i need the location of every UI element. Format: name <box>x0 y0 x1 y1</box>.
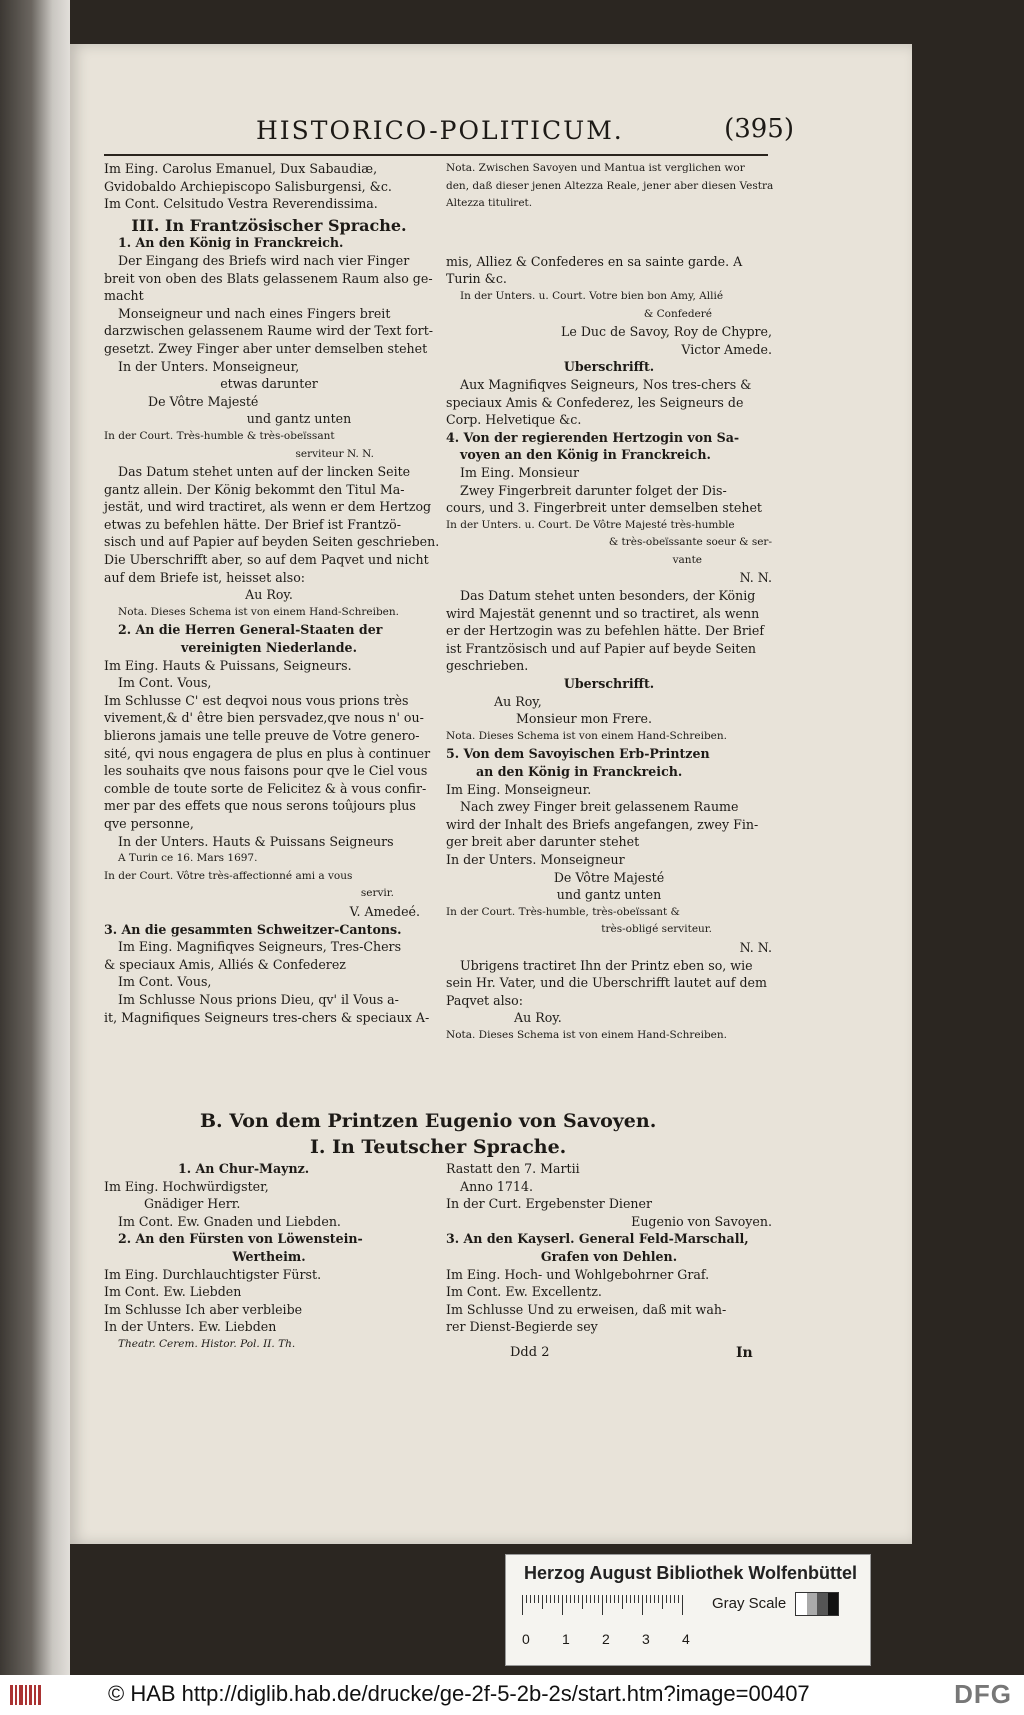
text-line: Corp. Helvetique &c. <box>446 412 582 428</box>
scale-tick <box>626 1595 627 1603</box>
text-line: gantz allein. Der König bekommt den Titul Ma- <box>104 481 405 497</box>
note-line: Nota. Dieses Schema ist von einem Hand-Schreiben. <box>446 729 727 742</box>
text-line: macht <box>104 288 144 304</box>
scale-tick <box>562 1595 563 1615</box>
text-line: In der Unters. Ew. Liebden <box>104 1319 277 1335</box>
text-line: er der Hertzogin was zu befehlen hätte. Der Brief <box>446 623 764 639</box>
barcode-icon <box>8 1681 44 1709</box>
subheading: 2. An den Fürsten von Löwenstein- <box>118 1231 363 1247</box>
note-line: den, daß dieser jenen Altezza Reale, jener aber diesen Vestra <box>446 179 774 192</box>
scale-tick <box>522 1595 523 1615</box>
scale-tick <box>614 1595 615 1603</box>
text-line: etwas darunter <box>220 376 318 392</box>
text-line: Das Datum stehet unten besonders, der König <box>460 588 756 604</box>
footer-bar <box>0 1675 1024 1715</box>
text-line: Der Eingang des Briefs wird nach vier Finger <box>118 252 410 268</box>
scale-number: 4 <box>682 1631 690 1647</box>
text-line: Anno 1714. <box>460 1178 533 1194</box>
text-line: Im Schlusse C' est deqvoi nous vous prions très <box>104 692 409 708</box>
text-line: Die Uberschrifft aber, so auf dem Paqvet und nicht <box>104 552 429 568</box>
color-calibration-card <box>506 1555 870 1665</box>
text-line: Im Eing. Magnifiqves Seigneurs, Tres-Chers <box>118 939 402 955</box>
text-line: Im Eing. Hauts & Puissans, Seigneurs. <box>104 657 352 673</box>
running-title: HISTORICO-POLITICUM. <box>256 116 624 145</box>
scale-tick <box>630 1595 631 1603</box>
text-line: Im Cont. Ew. Gnaden und Liebden. <box>118 1213 341 1229</box>
scale-number: 1 <box>562 1631 570 1647</box>
text-line: Im Eing. Carolus Emanuel, Dux Sabaudiæ, <box>104 161 378 176</box>
text-line: Ubrigens tractiret Ihn der Printz eben so, wie <box>460 957 753 973</box>
section-heading: III. In Frantzösischer Sprache. <box>131 215 407 235</box>
text-line: In der Unters. u. Court. De Vôtre Majesté très-humble <box>446 518 735 531</box>
text-line: Aux Magnifiqves Seigneurs, Nos tres-chers & <box>460 376 752 392</box>
text-line: comble de toute sorte de Felicitez & à vous confir- <box>104 780 427 796</box>
scale-tick <box>534 1595 535 1603</box>
text-line: De Vôtre Majesté <box>148 393 259 409</box>
text-line: Im Eing. Hoch- und Wohlgebohrner Graf. <box>446 1266 710 1282</box>
scale-tick <box>582 1595 583 1609</box>
text-line: In der Curt. Ergebenster Diener <box>446 1196 652 1212</box>
copyright-url[interactable]: © HAB http://diglib.hab.de/drucke/ge-2f-5-2b-2s/start.htm?image=00407 <box>108 1681 810 1706</box>
subheading: 2. An die Herren General-Staaten der <box>118 622 383 638</box>
scale-tick <box>622 1595 623 1609</box>
note-line: Nota. Zwischen Savoyen und Mantua ist verglichen wor <box>446 162 745 174</box>
section-heading-i: I. In Teutscher Sprache. <box>310 1136 567 1158</box>
text-line: Au Roy, <box>494 693 542 709</box>
subheading: 3. An den Kayserl. General Feld-Marschall, <box>446 1231 749 1247</box>
subheading: voyen an den König in Franckreich. <box>460 447 711 463</box>
scale-tick <box>638 1595 639 1603</box>
text-line: Im Schlusse Ich aber verbleibe <box>104 1301 303 1317</box>
text-line: In der Unters. Hauts & Puissans Seigneurs <box>118 833 394 849</box>
scale-tick <box>634 1595 635 1603</box>
text-line: Im Schlusse Und zu erweisen, daß mit wah- <box>446 1301 727 1317</box>
subheading: Grafen von Dehlen. <box>540 1248 678 1264</box>
text-line: In der Unters. Monseigneur, <box>118 358 300 374</box>
scale-tick <box>646 1595 647 1603</box>
text-line: Nach zwey Finger breit gelassenem Raume <box>460 799 739 815</box>
scale-tick <box>554 1595 555 1603</box>
signature-mark: Ddd 2 <box>510 1345 550 1360</box>
text-line: blierons jamais une telle preuve de Votre genero- <box>104 728 420 743</box>
text-line: it, Magnifiques Seigneurs tres-chers & speciaux A- <box>104 1009 430 1025</box>
text-line: Monsieur mon Frere. <box>516 711 652 727</box>
text-line: geschrieben. <box>446 658 529 674</box>
scale-tick <box>598 1595 599 1603</box>
scale-tick <box>558 1595 559 1603</box>
scale-tick <box>546 1595 547 1603</box>
text-line: Gvidobaldo Archiepiscopo Salisburgensi, &c. <box>104 178 392 194</box>
scale-tick <box>654 1595 655 1603</box>
text-line: In der Unters. Monseigneur <box>446 851 625 867</box>
date-line: A Turin ce 16. Mars 1697. <box>118 852 258 865</box>
left-column <box>104 160 440 1026</box>
text-line: etwas zu befehlen hätte. Der Brief ist Frantzö- <box>104 516 402 532</box>
gray-scale-swatches <box>796 1593 838 1615</box>
scale-number: 0 <box>522 1631 530 1647</box>
dfg-logo: DFG <box>954 1679 1012 1709</box>
subheading: 1. An den König in Franckreich. <box>118 235 344 251</box>
text-line: wird Majestät genennt und so tractiret, als wenn <box>446 605 760 621</box>
signature-line: Eugenio von Savoyen. <box>631 1213 772 1229</box>
subheading: Uberschrifft. <box>563 359 655 375</box>
scale-tick <box>682 1595 683 1615</box>
text-line: gesetzt. Zwey Finger aber unter demselben stehet <box>104 340 428 356</box>
subheading: 4. Von der regierenden Hertzogin von Sa- <box>446 429 740 445</box>
text-line: In der Court. Très-humble, très-obeïssant & <box>446 905 680 918</box>
scale-tick <box>678 1595 679 1603</box>
scale-tick <box>662 1595 663 1609</box>
text-line: Im Cont. Vous, <box>118 675 212 691</box>
scale-number: 2 <box>602 1631 610 1647</box>
text-line: Rastatt den 7. Martii <box>446 1161 580 1176</box>
scale-tick <box>542 1595 543 1609</box>
page-number: (395) <box>724 114 794 144</box>
scale-tick <box>666 1595 667 1603</box>
text-line: vivement,& d' être bien persvadez,qve nous n' ou- <box>104 710 424 726</box>
text-line: Im Cont. Ew. Excellentz. <box>446 1284 602 1300</box>
text-line: Gnädiger Herr. <box>144 1196 241 1212</box>
note-line: Nota. Dieses Schema ist von einem Hand-Schreiben. <box>118 605 399 618</box>
book-spine-area <box>0 0 70 1675</box>
text-line: Das Datum stehet unten auf der lincken Seite <box>118 464 411 480</box>
scale-tick <box>594 1595 595 1603</box>
text-line: vante <box>672 553 702 566</box>
scale-tick <box>602 1595 603 1615</box>
text-line: wird der Inhalt des Briefs angefangen, zwey Fin- <box>446 816 759 832</box>
text-line: serviteur N. N. <box>295 447 374 460</box>
text-line: mer par des effets que nous serons toûjours plus <box>104 798 416 814</box>
footer-reference: Theatr. Cerem. Histor. Pol. II. Th. <box>118 1337 296 1350</box>
text-line: sisch und auf Papier auf beyden Seiten geschrieben. <box>104 534 440 550</box>
subheading: 5. Von dem Savoyischen Erb-Printzen <box>446 746 710 762</box>
text-line: Im Cont. Ew. Liebden <box>104 1284 242 1300</box>
catchword: In <box>736 1345 753 1361</box>
text-line: Im Eing. Monseigneur. <box>446 781 592 797</box>
subheading: Uberschrifft. <box>563 676 655 692</box>
right-column-lower <box>446 1160 772 1336</box>
scale-tick <box>550 1595 551 1603</box>
text-line: Paqvet also: <box>446 992 523 1008</box>
text-line: In der Court. Très-humble & très-obeïssant <box>104 429 335 442</box>
scale-number: 3 <box>642 1631 650 1647</box>
text-line: und gantz unten <box>246 411 352 427</box>
scale-tick <box>610 1595 611 1603</box>
gray-swatch <box>796 1593 807 1615</box>
text-line: ger breit aber darunter stehet <box>446 834 640 850</box>
scale-tick <box>530 1595 531 1603</box>
section-heading-b: B. Von dem Printzen Eugenio von Savoyen. <box>200 1110 657 1132</box>
signature-line: V. Amedeé. <box>349 903 420 919</box>
scale-tick <box>566 1595 567 1603</box>
text-line: cours, und 3. Fingerbreit unter demselben stehet <box>446 500 762 516</box>
scale-tick <box>674 1595 675 1603</box>
text-line: Im Schlusse Nous prions Dieu, qv' il Vous a- <box>118 991 399 1007</box>
text-line: & Confederé <box>643 307 712 320</box>
text-line: auf dem Briefe ist, heisset also: <box>104 569 306 585</box>
gray-swatch <box>807 1593 818 1615</box>
gray-swatch <box>828 1593 839 1615</box>
text-line: les souhaits qve nous faisons pour qve le Ciel vous <box>104 763 428 779</box>
subheading: 3. An die gesammten Schweitzer-Cantons. <box>104 921 402 937</box>
scale-tick <box>526 1595 527 1603</box>
scale-tick <box>618 1595 619 1603</box>
text-line: qve personne, <box>104 815 194 831</box>
note-line: Altezza tituliret. <box>446 197 533 210</box>
text-line: sein Hr. Vater, und die Uberschrifft lautet auf dem <box>446 975 767 991</box>
text-line: darzwischen gelassenem Raume wird der Text fort- <box>104 323 434 339</box>
text-line: & très-obeïssante soeur & ser- <box>608 536 772 549</box>
signature-line: N. N. <box>739 939 772 955</box>
scale-tick <box>586 1595 587 1603</box>
signature-line: Victor Amede. <box>681 341 772 357</box>
text-line: In der Unters. u. Court. Votre bien bon Amy, Allié <box>460 289 724 302</box>
text-line: Au Roy. <box>245 587 293 603</box>
text-line: servir. <box>360 887 394 900</box>
text-line: jestät, und wird tractiret, als wenn er dem Hertzog <box>104 499 432 515</box>
text-line: und gantz unten <box>556 887 662 903</box>
text-line: De Vôtre Majesté <box>553 869 665 885</box>
text-line: très-obligé serviteur. <box>601 923 712 936</box>
text-line: Im Eing. Durchlauchtigster Fürst. <box>104 1266 322 1282</box>
scale-tick <box>578 1595 579 1603</box>
scale-tick <box>590 1595 591 1603</box>
text-line: Au Roy. <box>514 1010 562 1026</box>
text-line: speciaux Amis & Confederez, les Seigneurs de <box>446 394 744 410</box>
text-line: Im Cont. Vous, <box>118 974 212 990</box>
scale-tick <box>574 1595 575 1603</box>
scale-tick <box>570 1595 571 1603</box>
scale-ruler <box>522 1595 702 1615</box>
text-line: & speciaux Amis, Alliés & Confederez <box>104 956 346 972</box>
text-line: In der Court. Vôtre très-affectionné ami a vous <box>104 869 353 882</box>
text-line: breit von oben des Blats gelassenem Raum also ge- <box>104 270 433 286</box>
note-line: Nota. Dieses Schema ist von einem Hand-Schreiben. <box>446 1028 727 1041</box>
text-line: ist Frantzösisch und auf Papier auf beyde Seiten <box>446 640 757 656</box>
text-line: Le Duc de Savoy, Roy de Chypre, <box>561 324 772 340</box>
left-column-lower <box>104 1160 434 1354</box>
text-line: sité, qvi nous engagera de plus en plus à continuer <box>104 745 431 761</box>
scale-tick <box>606 1595 607 1603</box>
gray-swatch <box>817 1593 828 1615</box>
right-column <box>446 160 772 1045</box>
text-line: rer Dienst-Begierde sey <box>446 1319 598 1335</box>
text-line: Im Eing. Hochwürdigster, <box>104 1178 269 1194</box>
gray-scale-label: Gray Scale <box>712 1595 787 1612</box>
subheading: an den König in Franckreich. <box>476 764 683 779</box>
text-line: Im Eing. Monsieur <box>460 464 579 480</box>
library-name: Herzog August Bibliothek Wolfenbüttel <box>524 1563 857 1583</box>
scale-tick <box>650 1595 651 1603</box>
signature-line: N. N. <box>739 570 772 586</box>
subheading: Wertheim. <box>232 1248 306 1264</box>
scale-tick <box>642 1595 643 1615</box>
scale-tick <box>670 1595 671 1603</box>
scale-tick <box>658 1595 659 1603</box>
header-rule <box>104 154 768 156</box>
text-line: mis, Alliez & Confederes en sa sainte garde. A <box>446 253 743 269</box>
text-line: Turin &c. <box>446 271 507 287</box>
scale-tick <box>538 1595 539 1603</box>
text-line: Monseigneur und nach eines Fingers breit <box>118 305 391 321</box>
running-header <box>182 112 794 146</box>
text-line: Zwey Fingerbreit darunter folget der Dis- <box>460 482 727 498</box>
text-line: Im Cont. Celsitudo Vestra Reverendissima. <box>104 196 378 212</box>
subheading: vereinigten Niederlande. <box>181 640 357 656</box>
subheading: 1. An Chur-Maynz. <box>178 1161 310 1176</box>
